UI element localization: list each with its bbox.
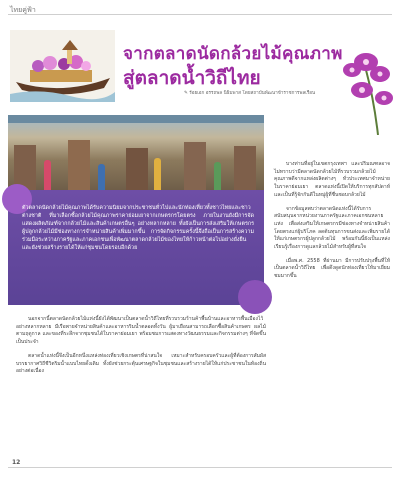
paragraph: บางท่านที่อยู่ในเขตกรุงเทพฯ และปริมณฑลอาจไม่ทราบว่ามีตลาดนัดกล้วยไม้ที่รวบรวมกล้วยไม้คุณภาพดีจากแหล่งผลิตต่างๆ ทั่วประเทศมาจำหน่ายในราคาย่อมเยา ตลาดแห่งนี้เปิดให้บริการทุกสัปดาห์และเป็นที่รู้จักกันดีในหมู่ผู้ที่ชื่นชอบกล้วยไม้ [274, 161, 390, 198]
photo-person [214, 162, 221, 190]
right-column [274, 161, 390, 287]
photo-person [98, 164, 105, 190]
market-photo [8, 115, 264, 190]
author-byline: ✎ ร้อยเอก อรรถพล นิธิมพาส โดยสถาบันพัฒนาข้าราชการพลเรือน [184, 91, 316, 96]
headline-line-1: จากตลาดนัดกล้วยไม้คุณภาพ [123, 44, 343, 64]
paragraph: จากข้อมูลพบว่าตลาดนัดแห่งนี้ได้รับการสนับสนุนจากหน่วยงานภาครัฐและภาคเอกชนหลายแห่ง เพื่อส่งเสริมให้เกษตรกรมีช่องทางจำหน่ายสินค้าโดยตรงแก่ผู้บริโภค ลดต้นทุนการขนส่งและเพิ่มรายได้ให้แก่เกษตรกรผู้ปลูกกล้วยไม้ พร้อมกันนี้ยังเป็นแหล่งเรียนรู้เรื่องการดูแลกล้วยไม้สำหรับผู้ที่สนใจ [274, 205, 390, 251]
photo-person [44, 160, 51, 190]
paragraph: เมื่อพ.ศ. 2558 ที่ผ่านมา มีการปรับปรุงพื้นที่ให้เป็นตลาดน้ำวิถีไทย เพื่อดึงดูดนักท่องเที่ยวให้มาเยี่ยมชมมากขึ้น [274, 257, 390, 280]
photo-roof [8, 115, 264, 123]
bottom-rule [8, 467, 392, 468]
photo-stall [234, 146, 256, 190]
headline-line-2: สู่ตลาดน้ำวิถีไทย [123, 67, 261, 89]
photo-stall [184, 142, 206, 190]
boat-illustration [10, 30, 115, 102]
paragraph: ตลาดน้ำแห่งนี้จึงเป็นอีกหนึ่งแหล่งท่องเที่ยวเชิงเกษตรที่น่าสนใจ เหมาะสำหรับครอบครัวและผู้ที่ต้องการสัมผัสบรรยากาศวิถีชีวิตริมน้ำแบบไทยดั้งเดิม ทั้งยังช่วยกระตุ้นเศรษฐกิจในชุมชนและสร้างรายได้ให้แก่ประชาชนในท้องถิ่นอย่างต่อเนื่อง [16, 352, 266, 375]
page-number: 12 [12, 459, 21, 466]
decor-flower [238, 280, 272, 314]
top-rule [8, 14, 392, 15]
photo-stall [126, 148, 148, 190]
section-label: ไทยคู่ฟ้า [10, 6, 36, 14]
lead-paragraph: ตัวตลาดนัดกล้วยไม้คุณภาพได้รับความนิยมจากประชาชนทั่วไปและนักท่องเที่ยวทั้งชาวไทยและชาวต่างชาติ ที่มาเลือกซื้อกล้วยไม้คุณภาพราคาย่อมเยาจากเกษตรกรโดยตรง ภายในงานยังมีการจัดแสดงผลิตภัณฑ์จากกล้วยไม้และสินค้าเกษตรอื่นๆ อย่างหลากหลาย ทั้งยังเป็นการส่งเสริมให้เกษตรกรผู้ปลูกกล้วยไม้มีช่องทางการจำหน่ายสินค้าเพิ่มมากขึ้น การจัดกิจกรรมครั้งนี้จึงถือเป็นการสร้างความร่วมมือระหว่างภาครัฐและภาคเอกชนเพื่อพัฒนาตลาดกล้วยไม้ของไทยให้ก้าวหน้าต่อไปอย่างยั่งยืน และยังช่วยสร้างรายได้ให้แก่ชุมชนโดยรอบอีกด้วย [22, 205, 254, 251]
left-column [16, 316, 266, 382]
paragraph: นอกจากนี้ตลาดนัดกล้วยไม้แห่งนี้ยังได้พัฒนาเป็นตลาดน้ำวิถีไทยที่รวบรวมร้านค้าพื้นบ้านและอาหารพื้นเมืองไว้อย่างหลากหลาย มีเรือพายจำหน่ายสินค้าและอาหารริมน้ำตลอดทั้งวัน ผู้มาเยือนสามารถเลือกซื้อสินค้าเกษตร ผลไม้ตามฤดูกาล และของที่ระลึกจากชุมชนได้ในราคาย่อมเยา พร้อมชมการแสดงทางวัฒนธรรมและกิจกรรมต่างๆ ที่จัดขึ้นเป็นประจำ [16, 316, 266, 346]
photo-stall [68, 140, 90, 190]
photo-person [154, 158, 161, 190]
